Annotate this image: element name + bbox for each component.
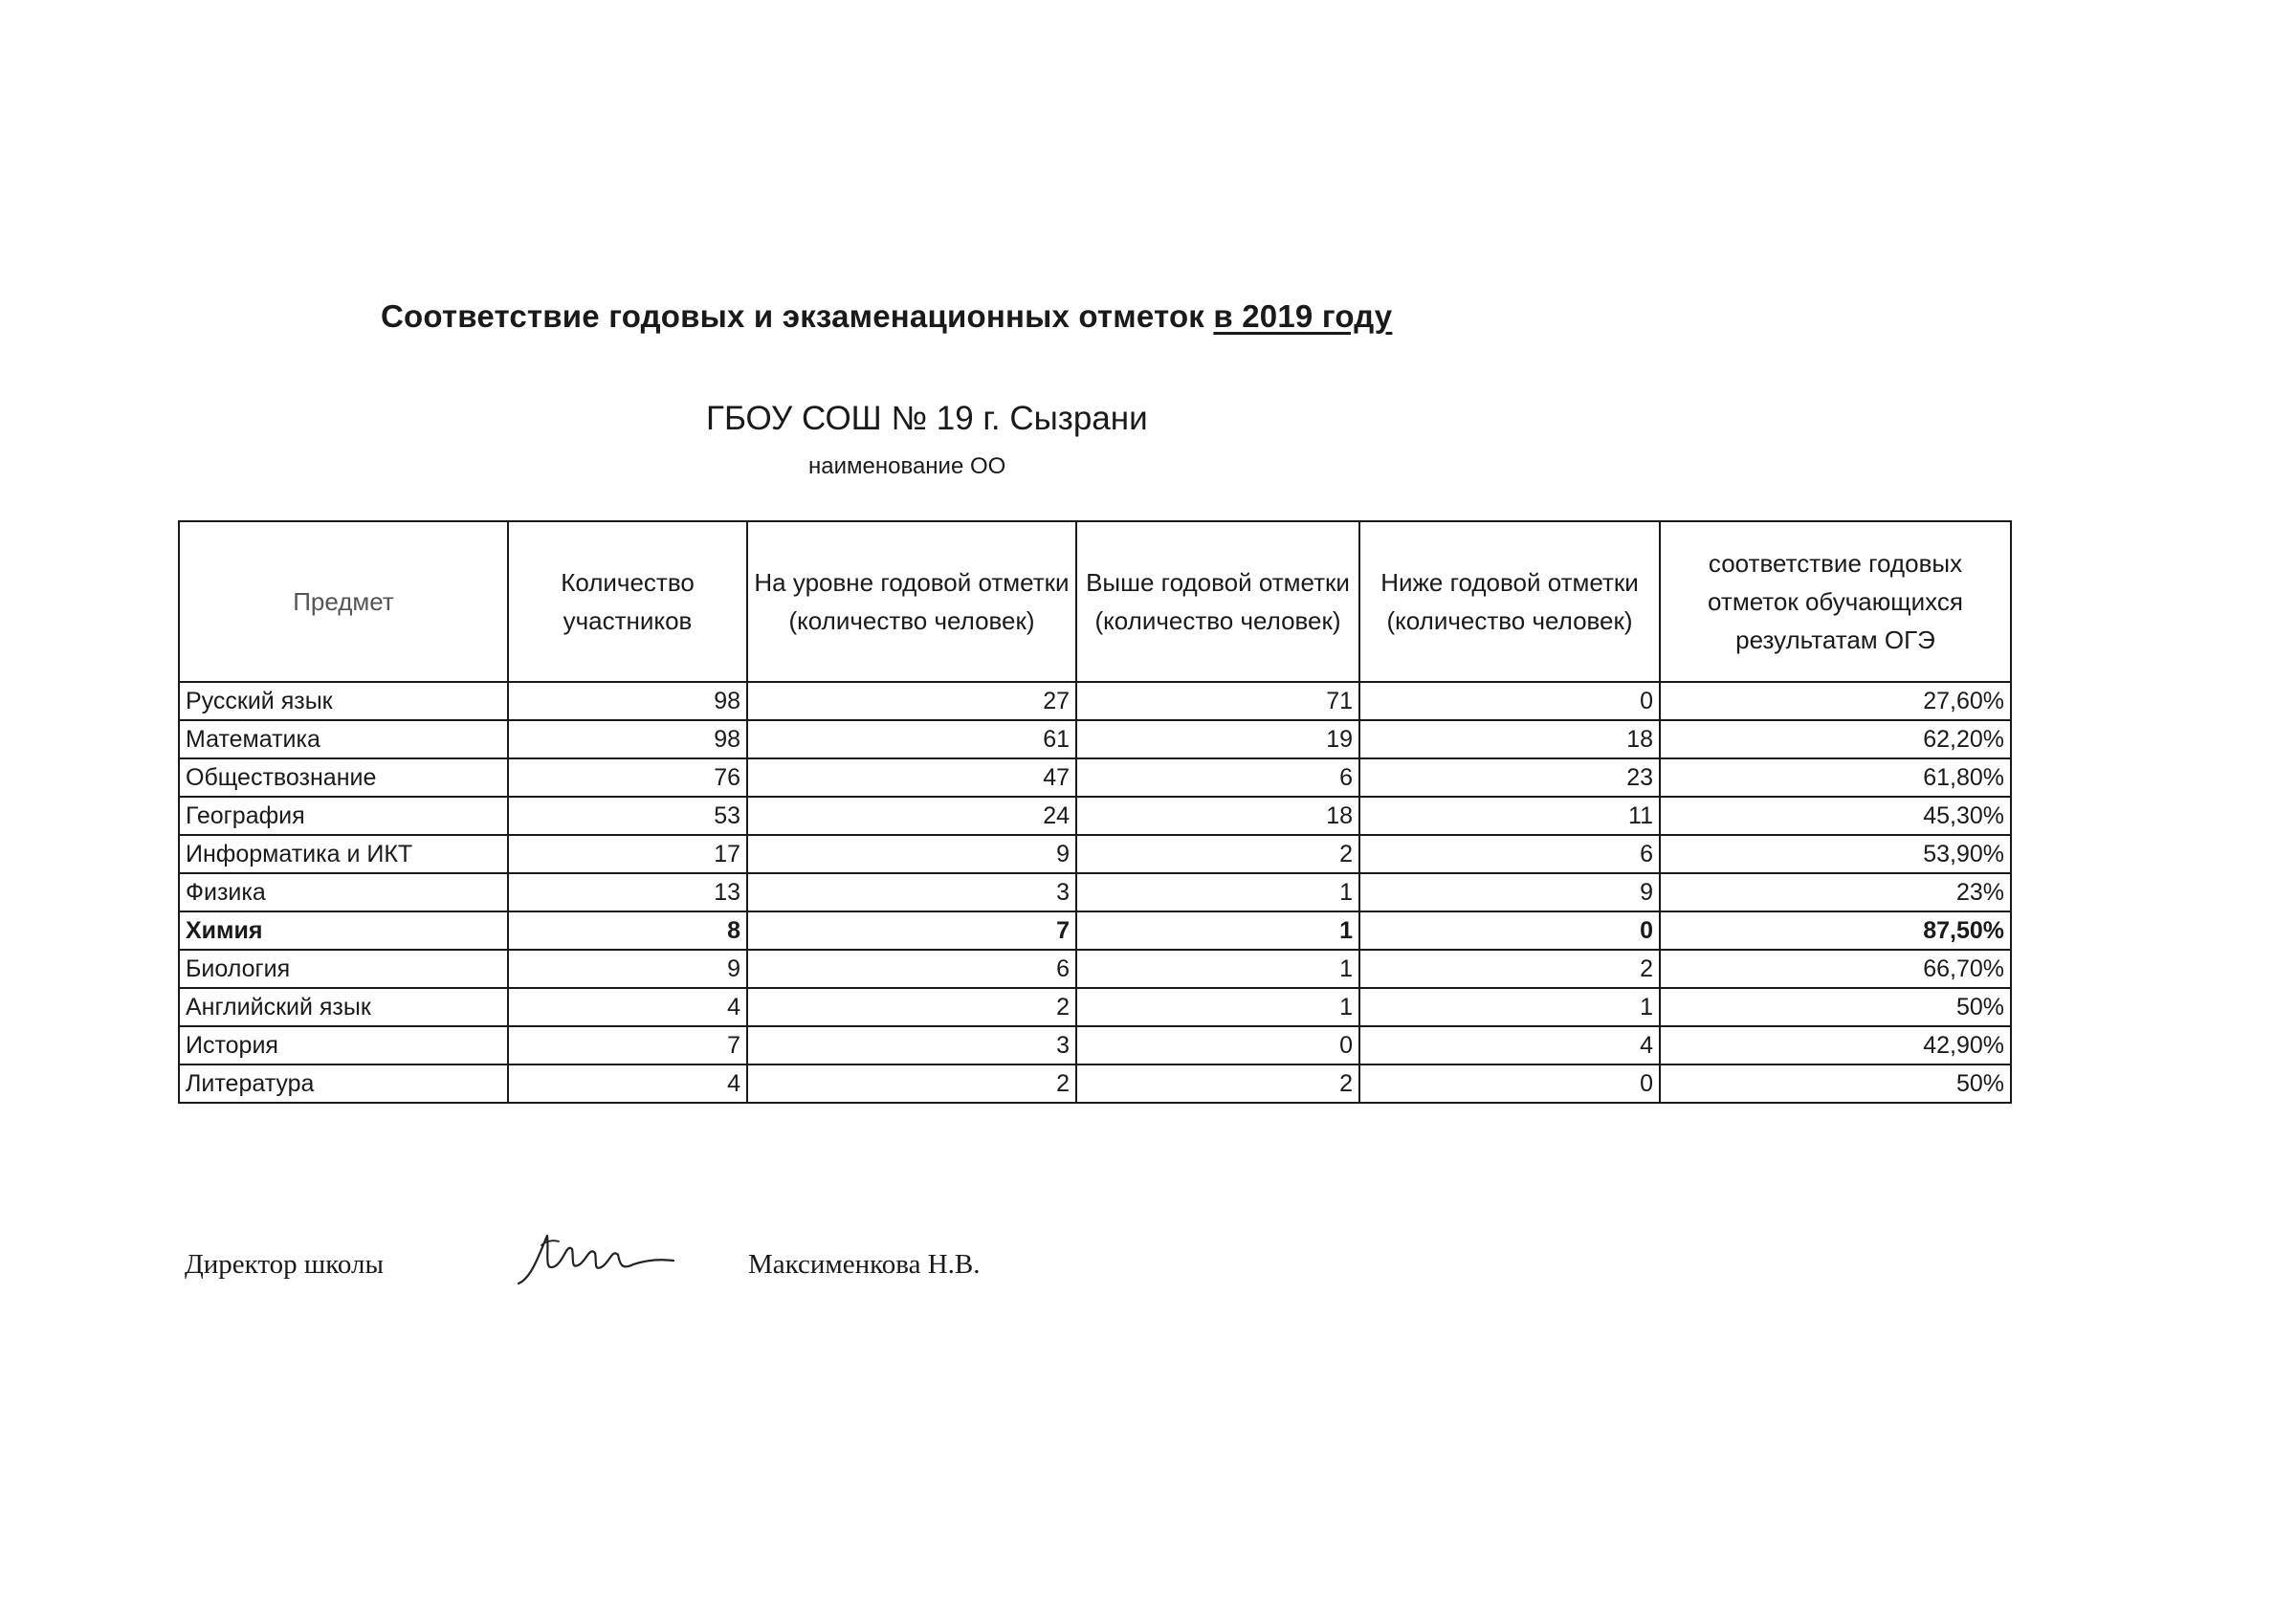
same-cell: 2: [747, 988, 1076, 1026]
participants-cell: 76: [508, 758, 747, 797]
below-cell: 6: [1359, 835, 1660, 873]
above-cell: 6: [1076, 758, 1359, 797]
participants-cell: 8: [508, 911, 747, 950]
organization-caption: наименование ОО: [808, 453, 1006, 479]
subject-cell: Обществознание: [179, 758, 508, 797]
table-row: [179, 873, 2011, 911]
below-cell: 9: [1359, 873, 1660, 911]
below-cell: 23: [1359, 758, 1660, 797]
same-cell: 9: [747, 835, 1076, 873]
subject-cell: Английский язык: [179, 988, 508, 1026]
participants-cell: 9: [508, 950, 747, 988]
above-cell: 19: [1076, 720, 1359, 758]
below-cell: 0: [1359, 1064, 1660, 1103]
below-cell: 4: [1359, 1026, 1660, 1064]
same-cell: 27: [747, 682, 1076, 720]
table-row: [179, 835, 2011, 873]
match-cell: 87,50%: [1660, 911, 2011, 950]
table-row: [179, 758, 2011, 797]
match-cell: 62,20%: [1660, 720, 2011, 758]
document-title: [381, 298, 1392, 335]
match-cell: 50%: [1660, 988, 2011, 1026]
below-cell: 1: [1359, 988, 1660, 1026]
table-row: [179, 720, 2011, 758]
above-cell: 1: [1076, 950, 1359, 988]
table-row: [179, 950, 2011, 988]
signatory-name: Максименкова Н.В.: [748, 1249, 981, 1280]
match-cell: 27,60%: [1660, 682, 2011, 720]
above-cell: 0: [1076, 1026, 1359, 1064]
table-row: [179, 797, 2011, 835]
column-header-same: На уровне годовой отметки (количество человек): [747, 521, 1076, 682]
table-body: [179, 682, 2011, 1103]
column-header-participants: Количество участников: [508, 521, 747, 682]
same-cell: 3: [747, 873, 1076, 911]
participants-cell: 98: [508, 682, 747, 720]
participants-cell: 13: [508, 873, 747, 911]
participants-cell: 53: [508, 797, 747, 835]
signatory-role: Директор школы: [185, 1249, 384, 1280]
table-row: [179, 988, 2011, 1026]
title-year: в 2019 году: [1213, 298, 1393, 334]
table-row: [179, 1064, 2011, 1103]
subject-cell: Биология: [179, 950, 508, 988]
results-table: [178, 520, 2012, 1104]
signature-image: [515, 1224, 677, 1291]
same-cell: 47: [747, 758, 1076, 797]
match-cell: 50%: [1660, 1064, 2011, 1103]
subject-cell: Русский язык: [179, 682, 508, 720]
above-cell: 1: [1076, 873, 1359, 911]
participants-cell: 17: [508, 835, 747, 873]
column-header-below: Ниже годовой отметки (количество человек): [1359, 521, 1660, 682]
column-header-above: Выше годовой отметки (количество человек): [1076, 521, 1359, 682]
subject-cell: Информатика и ИКТ: [179, 835, 508, 873]
same-cell: 7: [747, 911, 1076, 950]
subject-cell: Литература: [179, 1064, 508, 1103]
below-cell: 11: [1359, 797, 1660, 835]
title-text: Соответствие годовых и экзаменационных отметок: [381, 298, 1214, 334]
same-cell: 2: [747, 1064, 1076, 1103]
match-cell: 42,90%: [1660, 1026, 2011, 1064]
same-cell: 3: [747, 1026, 1076, 1064]
subject-cell: Математика: [179, 720, 508, 758]
match-cell: 61,80%: [1660, 758, 2011, 797]
participants-cell: 4: [508, 988, 747, 1026]
organization-name: ГБОУ СОШ № 19 г. Сызрани: [706, 400, 1148, 437]
same-cell: 61: [747, 720, 1076, 758]
below-cell: 2: [1359, 950, 1660, 988]
column-header-subject: Предмет: [179, 521, 508, 682]
match-cell: 53,90%: [1660, 835, 2011, 873]
below-cell: 0: [1359, 911, 1660, 950]
table-row: [179, 911, 2011, 950]
participants-cell: 98: [508, 720, 747, 758]
above-cell: 2: [1076, 835, 1359, 873]
table-header-row: [179, 521, 2011, 682]
below-cell: 18: [1359, 720, 1660, 758]
above-cell: 71: [1076, 682, 1359, 720]
table-row: [179, 682, 2011, 720]
match-cell: 23%: [1660, 873, 2011, 911]
subject-cell: Физика: [179, 873, 508, 911]
subject-cell: Химия: [179, 911, 508, 950]
subject-cell: История: [179, 1026, 508, 1064]
above-cell: 2: [1076, 1064, 1359, 1103]
column-header-match: соответствие годовых отметок обучающихся результатам ОГЭ: [1660, 521, 2011, 682]
participants-cell: 4: [508, 1064, 747, 1103]
same-cell: 24: [747, 797, 1076, 835]
table-row: [179, 1026, 2011, 1064]
match-cell: 45,30%: [1660, 797, 2011, 835]
match-cell: 66,70%: [1660, 950, 2011, 988]
above-cell: 1: [1076, 988, 1359, 1026]
above-cell: 18: [1076, 797, 1359, 835]
same-cell: 6: [747, 950, 1076, 988]
above-cell: 1: [1076, 911, 1359, 950]
participants-cell: 7: [508, 1026, 747, 1064]
below-cell: 0: [1359, 682, 1660, 720]
subject-cell: География: [179, 797, 508, 835]
